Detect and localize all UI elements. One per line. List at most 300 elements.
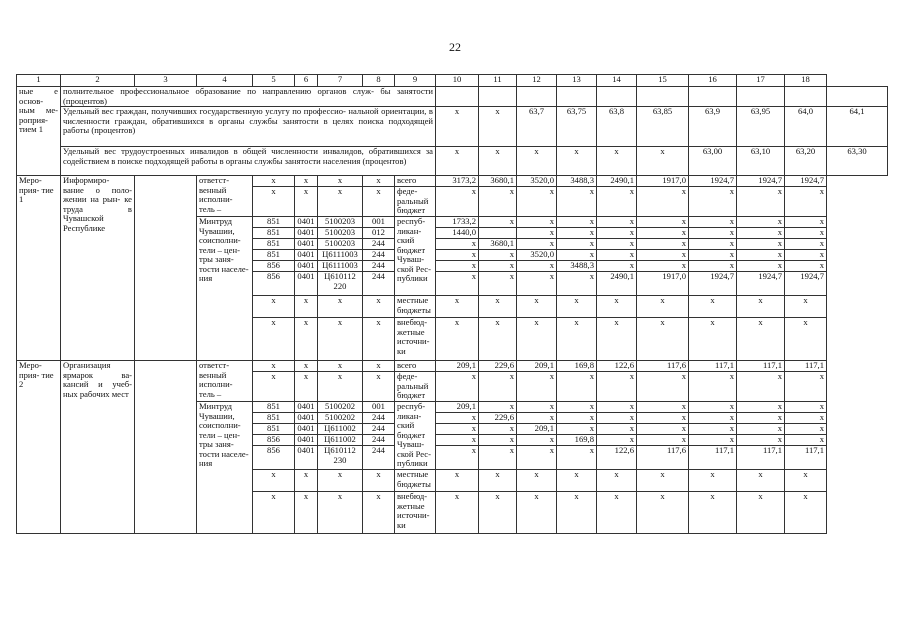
indicator-value — [827, 87, 888, 107]
code-cell: 001 — [363, 402, 395, 413]
amount-cell: 209,1 — [436, 361, 479, 372]
amount-cell: 117,1 — [737, 361, 785, 372]
code-cell: 851 — [253, 402, 295, 413]
code-cell: 244 — [363, 239, 395, 250]
amount-cell: x — [597, 402, 637, 413]
amount-cell: x — [785, 250, 827, 261]
amount-cell: 1924,7 — [785, 176, 827, 187]
measure-2-executor: ответст- венный исполни- тель – — [197, 361, 253, 402]
amount-cell: 1924,7 — [785, 272, 827, 296]
amount-cell: 1440,0 — [436, 228, 479, 239]
amount-cell: 169,8 — [557, 435, 597, 446]
code-cell: 0401 — [295, 272, 318, 296]
amount-cell: x — [689, 470, 737, 492]
amount-cell: x — [689, 402, 737, 413]
code-cell: x — [295, 187, 318, 217]
source-label: местные бюджеты — [395, 470, 436, 492]
amount-cell: x — [479, 296, 517, 318]
code-cell: x — [295, 296, 318, 318]
code-cell: 244 — [363, 250, 395, 261]
code-cell: 0401 — [295, 413, 318, 424]
amount-cell: x — [689, 435, 737, 446]
indicator-text: Удельный вес трудоустроенных инвалидов в общей численности инвалидов, обратившихся за содействием в поиске подходящей работы в органы службы занятости населения (процентов) — [61, 147, 436, 176]
amount-cell: 122,6 — [597, 446, 637, 470]
amount-cell: x — [557, 446, 597, 470]
amount-cell: x — [436, 318, 479, 361]
code-cell: x — [253, 470, 295, 492]
code-cell: Ц6111003 — [318, 261, 363, 272]
indicator-row — [17, 107, 888, 147]
code-cell: x — [253, 176, 295, 187]
code-cell: 851 — [253, 413, 295, 424]
indicator-text: полнительное профессиональное образование по направлению органов служ- бы занятости (процентов) — [61, 87, 436, 107]
source-label: всего — [395, 176, 436, 187]
indicator-value: 63,7 — [517, 107, 557, 147]
code-cell: x — [318, 361, 363, 372]
header-cell: 8 — [363, 75, 395, 87]
code-cell: 851 — [253, 239, 295, 250]
amount-cell: 3680,1 — [479, 176, 517, 187]
amount-cell: x — [597, 372, 637, 402]
amount-cell: 117,1 — [785, 361, 827, 372]
amount-cell: x — [689, 318, 737, 361]
amount-cell: x — [737, 470, 785, 492]
code-cell: x — [295, 372, 318, 402]
amount-cell: x — [737, 413, 785, 424]
code-cell: x — [295, 492, 318, 534]
code-cell: 0401 — [295, 239, 318, 250]
amount-cell: x — [785, 217, 827, 228]
source-label: феде- ральный бюджет — [395, 372, 436, 402]
amount-cell: x — [557, 250, 597, 261]
amount-cell: 229,6 — [479, 413, 517, 424]
amount-cell: x — [517, 413, 557, 424]
amount-cell: x — [597, 239, 637, 250]
code-cell: 0401 — [295, 250, 318, 261]
code-cell: 0401 — [295, 402, 318, 413]
page-number: 22 — [449, 40, 461, 54]
amount-cell: x — [436, 187, 479, 217]
code-cell: x — [253, 296, 295, 318]
indicator-value: x — [479, 147, 517, 176]
amount-cell: x — [597, 296, 637, 318]
amount-cell: x — [436, 239, 479, 250]
amount-cell: x — [557, 318, 597, 361]
header-cell: 14 — [597, 75, 637, 87]
amount-cell: 122,6 — [597, 361, 637, 372]
source-label: феде- ральный бюджет — [395, 187, 436, 217]
code-cell: x — [363, 187, 395, 217]
amount-cell: x — [557, 424, 597, 435]
amount-cell: 209,1 — [436, 402, 479, 413]
header-cell: 9 — [395, 75, 436, 87]
code-cell: x — [318, 176, 363, 187]
indicator-value: 64,1 — [827, 107, 888, 147]
amount-cell: x — [436, 413, 479, 424]
amount-cell: x — [479, 492, 517, 534]
amount-cell: x — [689, 250, 737, 261]
amount-cell: x — [436, 470, 479, 492]
amount-cell: x — [637, 217, 689, 228]
amount-cell: x — [436, 250, 479, 261]
amount-cell: x — [637, 470, 689, 492]
amount-cell: 1924,7 — [689, 176, 737, 187]
amount-cell: 117,1 — [689, 361, 737, 372]
amount-cell: x — [517, 318, 557, 361]
amount-cell: x — [517, 372, 557, 402]
amount-cell: x — [597, 250, 637, 261]
code-cell: 244 — [363, 413, 395, 424]
amount-cell: 3520,0 — [517, 176, 557, 187]
amount-cell: x — [637, 413, 689, 424]
amount-cell: x — [785, 402, 827, 413]
header-cell: 13 — [557, 75, 597, 87]
amount-cell: x — [785, 424, 827, 435]
amount-cell: x — [637, 296, 689, 318]
code-cell: x — [318, 187, 363, 217]
amount-cell: x — [436, 435, 479, 446]
code-cell: 5100203 — [318, 217, 363, 228]
amount-cell: x — [479, 424, 517, 435]
code-cell: 851 — [253, 424, 295, 435]
header-cell: 10 — [436, 75, 479, 87]
amount-cell: x — [479, 435, 517, 446]
code-cell: x — [253, 372, 295, 402]
indicator-value: 63,9 — [689, 107, 737, 147]
indicator-value: 63,95 — [737, 107, 785, 147]
indicator-value: 63,20 — [785, 147, 827, 176]
amount-cell: x — [436, 446, 479, 470]
amount-cell: x — [785, 239, 827, 250]
amount-cell: x — [637, 187, 689, 217]
code-cell: x — [363, 361, 395, 372]
code-cell: 0401 — [295, 228, 318, 239]
code-cell: Ц610112 230 — [318, 446, 363, 470]
amount-cell: x — [517, 470, 557, 492]
amount-cell: 117,1 — [689, 446, 737, 470]
code-cell: 244 — [363, 435, 395, 446]
amount-cell: x — [689, 261, 737, 272]
amount-cell: x — [689, 492, 737, 534]
amount-cell: x — [689, 296, 737, 318]
amount-cell: x — [517, 239, 557, 250]
amount-cell: x — [637, 435, 689, 446]
amount-cell: x — [637, 228, 689, 239]
amount-cell: x — [737, 250, 785, 261]
amount-cell: x — [479, 402, 517, 413]
amount-cell: x — [737, 228, 785, 239]
amount-cell: x — [557, 402, 597, 413]
amount-cell: x — [436, 272, 479, 296]
measure-2-empty-col3 — [135, 361, 197, 534]
amount-cell: x — [479, 217, 517, 228]
code-cell: x — [253, 318, 295, 361]
measure-2-row — [17, 361, 888, 372]
code-cell: 5100202 — [318, 402, 363, 413]
header-cell: 11 — [479, 75, 517, 87]
amount-cell: x — [517, 402, 557, 413]
source-label: респуб- ликан- ский бюджет Чуваш- ской Рес- публики — [395, 402, 436, 470]
measure-1-name: Информиро- вание о поло- жении на рын- ке труда в Чувашской Республике — [61, 176, 135, 361]
code-cell: x — [363, 470, 395, 492]
code-cell: 0401 — [295, 261, 318, 272]
amount-cell: x — [689, 424, 737, 435]
amount-cell: 117,1 — [737, 446, 785, 470]
code-cell: 856 — [253, 446, 295, 470]
amount-cell: x — [737, 435, 785, 446]
amount-cell: x — [557, 492, 597, 534]
header-cell: 15 — [637, 75, 689, 87]
amount-cell: x — [689, 413, 737, 424]
amount-cell: x — [689, 239, 737, 250]
code-cell: 856 — [253, 261, 295, 272]
amount-cell: x — [517, 261, 557, 272]
amount-cell: x — [597, 492, 637, 534]
amount-cell: x — [479, 372, 517, 402]
code-cell: 0401 — [295, 424, 318, 435]
header-cell: 6 — [295, 75, 318, 87]
code-cell: x — [295, 470, 318, 492]
code-cell: x — [363, 296, 395, 318]
indicator-value — [637, 87, 689, 107]
amount-cell: x — [785, 261, 827, 272]
amount-cell: x — [785, 413, 827, 424]
indicator-row — [17, 147, 888, 176]
amount-cell: x — [737, 187, 785, 217]
amount-cell: 1924,7 — [737, 176, 785, 187]
indicator-value: x — [479, 107, 517, 147]
measure-2-label: Меро- прия- тие 2 — [17, 361, 61, 534]
amount-cell: x — [597, 228, 637, 239]
amount-cell: x — [785, 228, 827, 239]
measure-2-executor-cont: Минтруд Чувашии, соисполни- тели – цен- тры заня- тости населе- ния — [197, 402, 253, 534]
amount-cell: 1924,7 — [689, 272, 737, 296]
amount-cell: x — [785, 187, 827, 217]
measure-1-row — [17, 176, 888, 187]
source-label: всего — [395, 361, 436, 372]
amount-cell: x — [597, 217, 637, 228]
measure-2-name: Организация ярмарок ва- кансий и учеб- ных рабочих мест — [61, 361, 135, 534]
amount-cell: 3488,3 — [557, 261, 597, 272]
header-cell: 12 — [517, 75, 557, 87]
amount-cell: x — [436, 372, 479, 402]
amount-cell — [479, 228, 517, 239]
header-cell: 7 — [318, 75, 363, 87]
amount-cell: x — [637, 424, 689, 435]
indicator-value: 64,0 — [785, 107, 827, 147]
amount-cell: x — [689, 228, 737, 239]
amount-cell: x — [785, 470, 827, 492]
amount-cell: x — [517, 272, 557, 296]
amount-cell: x — [737, 424, 785, 435]
amount-cell: x — [637, 261, 689, 272]
amount-cell: x — [689, 372, 737, 402]
amount-cell: x — [517, 492, 557, 534]
indicator-value — [479, 87, 517, 107]
amount-cell: x — [637, 318, 689, 361]
indicator-value: 63,85 — [637, 107, 689, 147]
indicator-value — [785, 87, 827, 107]
amount-cell: x — [637, 402, 689, 413]
indicator-value: 63,8 — [597, 107, 637, 147]
amount-cell: x — [637, 250, 689, 261]
code-cell: 244 — [363, 261, 395, 272]
amount-cell: x — [689, 187, 737, 217]
indicator-value — [737, 87, 785, 107]
amount-cell: x — [517, 435, 557, 446]
amount-cell: 169,8 — [557, 361, 597, 372]
amount-cell: 209,1 — [517, 424, 557, 435]
amount-cell: x — [436, 261, 479, 272]
amount-cell: x — [557, 372, 597, 402]
amount-cell: x — [436, 492, 479, 534]
code-cell: Ц611002 — [318, 435, 363, 446]
amount-cell: x — [637, 492, 689, 534]
header-cell: 4 — [197, 75, 253, 87]
amount-cell: x — [517, 217, 557, 228]
source-label: внебюд- жетные источни- ки — [395, 318, 436, 361]
header-row — [17, 75, 888, 87]
amount-cell: x — [517, 187, 557, 217]
amount-cell: x — [737, 239, 785, 250]
indicator-value: 63,75 — [557, 107, 597, 147]
code-cell: 5100203 — [318, 228, 363, 239]
header-cell: 17 — [737, 75, 785, 87]
indicator-value: x — [637, 147, 689, 176]
header-cell: 3 — [135, 75, 197, 87]
code-cell: x — [318, 470, 363, 492]
code-cell: 856 — [253, 272, 295, 296]
amount-cell: x — [737, 492, 785, 534]
amount-cell: x — [597, 318, 637, 361]
amount-cell: x — [597, 470, 637, 492]
code-cell: 0401 — [295, 446, 318, 470]
amount-cell: x — [785, 318, 827, 361]
amount-cell: 3680,1 — [479, 239, 517, 250]
header-cell: 16 — [689, 75, 737, 87]
amount-cell: x — [436, 296, 479, 318]
code-cell: 5100203 — [318, 239, 363, 250]
code-cell: 856 — [253, 435, 295, 446]
amount-cell: x — [517, 228, 557, 239]
header-cell: 2 — [61, 75, 135, 87]
indicator-value: 63,30 — [827, 147, 888, 176]
amount-cell: x — [479, 272, 517, 296]
amount-cell: x — [479, 318, 517, 361]
amount-cell: 1917,0 — [637, 272, 689, 296]
amount-cell: 2490,1 — [597, 272, 637, 296]
code-cell: 5100202 — [318, 413, 363, 424]
amount-cell: x — [557, 470, 597, 492]
amount-cell: 229,6 — [479, 361, 517, 372]
amount-cell: x — [557, 413, 597, 424]
budget-table — [16, 74, 888, 534]
measure-1-empty-col3 — [135, 176, 197, 361]
amount-cell: x — [597, 413, 637, 424]
amount-cell: x — [637, 239, 689, 250]
amount-cell: x — [785, 492, 827, 534]
amount-cell: x — [637, 372, 689, 402]
code-cell: x — [253, 187, 295, 217]
header-cell: 1 — [17, 75, 61, 87]
code-cell: x — [363, 176, 395, 187]
code-cell: 851 — [253, 250, 295, 261]
indicator-value: x — [597, 147, 637, 176]
measure-1-label: Меро- прия- тие 1 — [17, 176, 61, 361]
amount-cell: 117,6 — [637, 446, 689, 470]
indicator-value: x — [436, 107, 479, 147]
code-cell: x — [253, 361, 295, 372]
amount-cell: x — [557, 272, 597, 296]
code-cell: x — [318, 296, 363, 318]
measure-1-executor: ответст- венный исполни- тель – — [197, 176, 253, 217]
amount-cell: x — [785, 296, 827, 318]
code-cell: x — [318, 318, 363, 361]
code-cell: Ц611002 — [318, 424, 363, 435]
code-cell: 012 — [363, 228, 395, 239]
code-cell: 0401 — [295, 435, 318, 446]
indicator-value: x — [517, 147, 557, 176]
amount-cell: x — [557, 217, 597, 228]
indicator-value: 63,00 — [689, 147, 737, 176]
amount-cell: x — [479, 187, 517, 217]
amount-cell: x — [557, 187, 597, 217]
amount-cell: x — [737, 372, 785, 402]
amount-cell: 1917,0 — [637, 176, 689, 187]
amount-cell: x — [436, 424, 479, 435]
amount-cell: x — [597, 261, 637, 272]
amount-cell: x — [517, 296, 557, 318]
amount-cell: 3173,2 — [436, 176, 479, 187]
amount-cell: x — [557, 228, 597, 239]
amount-cell: 117,6 — [637, 361, 689, 372]
code-cell: 001 — [363, 217, 395, 228]
amount-cell: 3520,0 — [517, 250, 557, 261]
header-cell: 18 — [785, 75, 827, 87]
amount-cell: 1733,2 — [436, 217, 479, 228]
amount-cell: x — [479, 446, 517, 470]
code-cell: x — [363, 318, 395, 361]
code-cell: x — [318, 492, 363, 534]
indicator-value: 63,10 — [737, 147, 785, 176]
code-cell: x — [363, 372, 395, 402]
amount-cell: x — [785, 372, 827, 402]
code-cell: Ц6111003 — [318, 250, 363, 261]
code-cell: x — [295, 318, 318, 361]
indicator-value — [557, 87, 597, 107]
indicator-value: x — [436, 147, 479, 176]
amount-cell: x — [479, 470, 517, 492]
code-cell: 244 — [363, 424, 395, 435]
amount-cell: x — [737, 318, 785, 361]
amount-cell: x — [597, 187, 637, 217]
code-cell: 0401 — [295, 217, 318, 228]
code-cell: x — [318, 372, 363, 402]
indicator-value — [517, 87, 557, 107]
amount-cell: 209,1 — [517, 361, 557, 372]
code-cell: 851 — [253, 217, 295, 228]
code-cell: x — [295, 176, 318, 187]
indicator-text: Удельный вес граждан, получивших государственную услугу по профессио- нальной ориентации, в численности граждан, обратившихся в органы службы занятости в целях поиска подходящей работы (процентов) — [61, 107, 436, 147]
amount-cell: x — [597, 424, 637, 435]
amount-cell: x — [557, 296, 597, 318]
amount-cell: 3488,3 — [557, 176, 597, 187]
header-cell: 5 — [253, 75, 295, 87]
indicator-value — [597, 87, 637, 107]
indicator-value — [436, 87, 479, 107]
indicator-row — [17, 87, 888, 107]
amount-cell: 1924,7 — [737, 272, 785, 296]
